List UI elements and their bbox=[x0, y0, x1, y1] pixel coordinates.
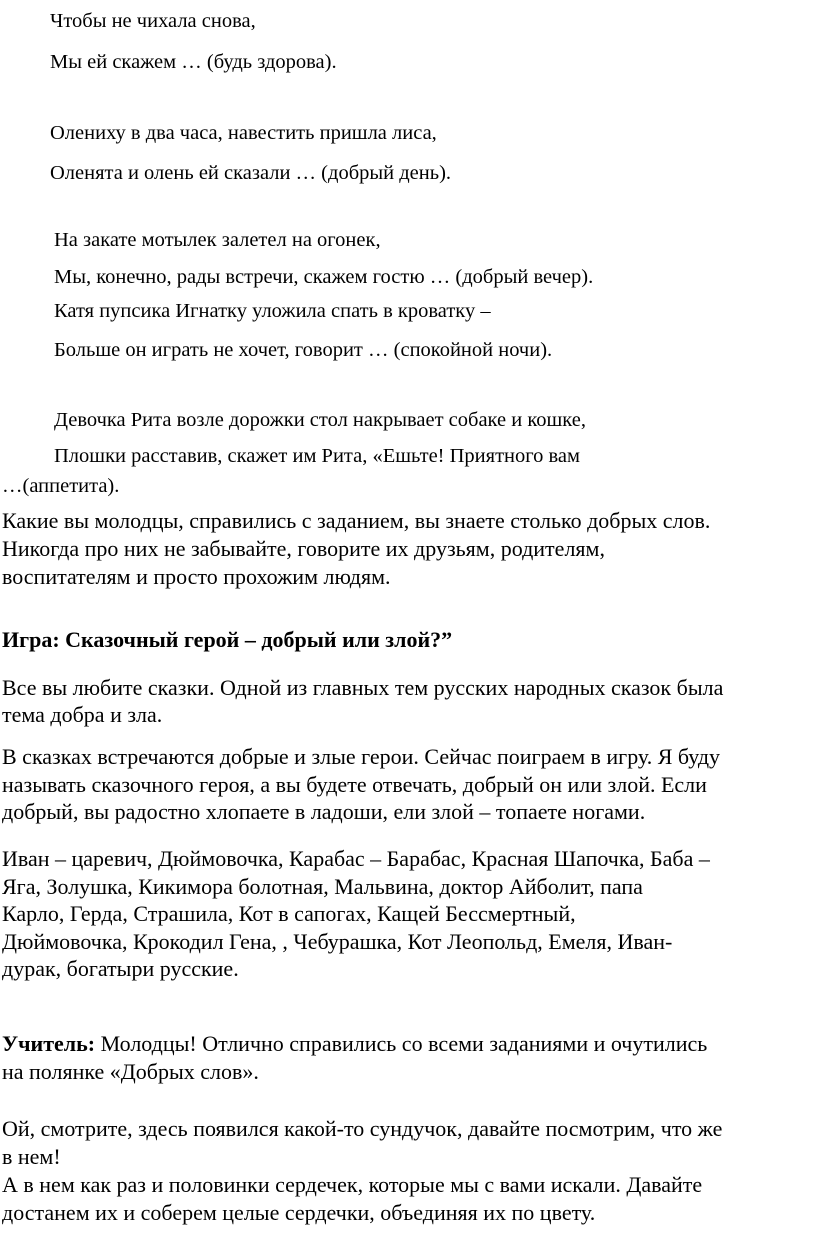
teacher-line bbox=[2, 1033, 707, 1055]
poem-line: Чтобы не чихала снова, bbox=[50, 10, 256, 32]
game-intro-line: тема добра и зла. bbox=[2, 702, 163, 727]
praise-line: Никогда про них не забывайте, говорите их друзьям, родителям, bbox=[2, 536, 605, 561]
heroes-line: дурак, богатыри русские. bbox=[2, 956, 239, 981]
heroes-line: Иван – царевич, Дюймовочка, Карабас – Барабас, Красная Шапочка, Баба – bbox=[2, 846, 710, 871]
poem-line: Мы, конечно, рады встречи, скажем гостю … (добрый вечер). bbox=[54, 266, 594, 288]
chest-line: достанем их и соберем целые сердечки, объединяя их по цвету. bbox=[2, 1200, 596, 1225]
poem-line: Больше он играть не хочет, говорит … (спокойной ночи). bbox=[54, 339, 553, 361]
teacher-line: на полянке «Добрых слов». bbox=[2, 1059, 259, 1084]
poem-line: Плошки расставив, скажет им Рита, «Ешьте! Приятного вам bbox=[54, 445, 581, 467]
heroes-line: Яга, Золушка, Кикимора болотная, Мальвина, доктор Айболит, папа bbox=[2, 874, 643, 899]
poem-line: Олениху в два часа, навестить пришла лиса, bbox=[50, 122, 437, 144]
chest-line: в нем! bbox=[2, 1144, 61, 1169]
poem-line: …(аппетита). bbox=[2, 475, 120, 497]
praise-line: воспитателям и просто прохожим людям. bbox=[2, 564, 391, 589]
game-intro-line: Все вы любите сказки. Одной из главных тем русских народных сказок была bbox=[2, 675, 724, 700]
chest-line: А в нем как раз и половинки сердечек, которые мы с вами искали. Давайте bbox=[2, 1172, 703, 1197]
game-rules-line: называть сказочного героя, а вы будете отвечать, добрый он или злой. Если bbox=[2, 772, 707, 797]
poem-line: Оленята и олень ей сказали … (добрый день). bbox=[50, 162, 452, 184]
poem-line: Мы ей скажем … (будь здорова). bbox=[50, 51, 337, 73]
game-heading: Игра: Сказочный герой – добрый или злой?” bbox=[2, 627, 453, 652]
chest-line: Ой, смотрите, здесь появился какой-то сундучок, давайте посмотрим, что же bbox=[2, 1116, 723, 1141]
teacher-text: Молодцы! Отлично справились со всеми заданиями и очутились bbox=[95, 1031, 708, 1056]
heroes-line: Дюймовочка, Крокодил Гена, , Чебурашка, Кот Леопольд, Емеля, Иван- bbox=[2, 929, 673, 954]
poem-line: Девочка Рита возле дорожки стол накрывает собаке и кошке, bbox=[54, 409, 586, 431]
game-rules-line: В сказках встречаются добрые и злые герои. Сейчас поиграем в игру. Я буду bbox=[2, 744, 721, 769]
praise-line: Какие вы молодцы, справились с заданием, вы знаете столько добрых слов. bbox=[2, 508, 711, 533]
heroes-line: Карло, Герда, Страшила, Кот в сапогах, Кащей Бессмертный, bbox=[2, 901, 576, 926]
game-rules-line: добрый, вы радостно хлопаете в ладоши, ели злой – топаете ногами. bbox=[2, 799, 646, 824]
poem-line: На закате мотылек залетел на огонек, bbox=[54, 229, 381, 251]
poem-line: Катя пупсика Игнатку уложила спать в кроватку – bbox=[54, 300, 491, 322]
teacher-label: Учитель: bbox=[2, 1031, 96, 1056]
